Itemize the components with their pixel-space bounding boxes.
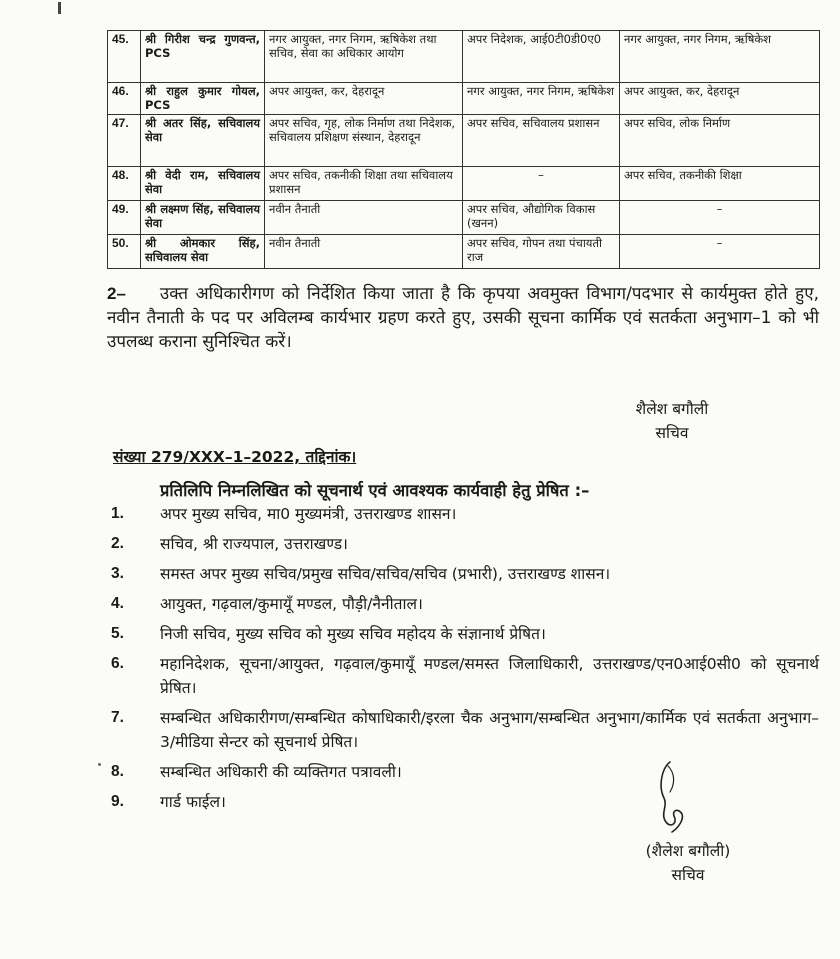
row-number: 49. (108, 201, 141, 235)
current-post: नवीन तैनाती (265, 201, 463, 235)
list-item (107, 652, 819, 700)
item-text: सचिव, श्री राज्यपाल, उत्तराखण्ड। (160, 535, 348, 553)
relieved-post: – (620, 201, 820, 235)
new-post: नगर आयुक्त, नगर निगम, ऋषिकेश (463, 83, 620, 115)
table-row (108, 115, 820, 167)
table-row (108, 83, 820, 115)
list-item (107, 592, 819, 616)
list-item (107, 760, 819, 784)
signatory-designation: सचिव (655, 424, 689, 442)
relieved-post: अपर सचिव, तकनीकी शिक्षा (620, 167, 820, 201)
item-number: 6. (111, 655, 124, 672)
item-number: 3. (111, 565, 124, 582)
signatory-designation-2: सचिव (671, 866, 705, 884)
current-post: नगर आयुक्त, नगर निगम, ऋषिकेश तथा सचिव, सेवा का अधिकार आयोग (265, 31, 463, 83)
margin-mark (58, 2, 61, 14)
item-text: समस्त अपर मुख्य सचिव/प्रमुख सचिव/सचिव/सचिव (प्रभारी), उत्तराखण्ड शासन। (160, 565, 611, 583)
relieved-post: अपर सचिव, लोक निर्माण (620, 115, 820, 167)
officer-name: श्री राहुल कुमार गोयल, PCS (141, 83, 265, 115)
item-text: महानिदेशक, सूचना/आयुक्त, गढ़वाल/कुमायूँ मण्डल/समस्त जिलाधिकारी, उत्तराखण्ड/एन0आई0सी0 को सूचनार्थ प्रेषित। (160, 655, 819, 697)
item-text: गार्ड फाईल। (160, 793, 226, 811)
item-number: 5. (111, 625, 124, 642)
relieved-post: नगर आयुक्त, नगर निगम, ऋषिकेश (620, 31, 820, 83)
row-number: 47. (108, 115, 141, 167)
new-post: अपर सचिव, गोपन तथा पंचायती राज (463, 235, 620, 269)
list-item (107, 622, 819, 646)
copy-heading: प्रतिलिपि निम्नलिखित को सूचनार्थ एवं आवश्यक कार्यवाही हेतु प्रेषित :– (160, 481, 590, 500)
item-number: 2. (111, 535, 124, 552)
current-post: नवीन तैनाती (265, 235, 463, 269)
new-post: अपर सचिव, सचिवालय प्रशासन (463, 115, 620, 167)
table-row (108, 235, 820, 269)
item-text: सम्बन्धित अधिकारी की व्यक्तिगत पत्रावली। (160, 763, 402, 781)
list-item (107, 502, 819, 526)
list-item (107, 790, 819, 814)
item-number: 1. (111, 505, 124, 522)
item-text: निजी सचिव, मुख्य सचिव को मुख्य सचिव महोदय के संज्ञानार्थ प्रेषित। (160, 625, 546, 643)
item-text: सम्बन्धित अधिकारीगण/सम्बन्धित कोषाधिकारी/इरला चैक अनुभाग/सम्बन्धित अनुभाग/कार्मिक एवं सतर्कता अनुभाग–3/मीडिया सेन्टर को सूचनार्थ प्रेषित। (160, 709, 819, 751)
handwritten-signature (648, 758, 698, 838)
row-number: 50. (108, 235, 141, 269)
new-post: अपर सचिव, औद्योगिक विकास (खनन) (463, 201, 620, 235)
relieved-post: अपर आयुक्त, कर, देहरादून (620, 83, 820, 115)
row-number: 48. (108, 167, 141, 201)
signatory-name: शैलेश बगौली (635, 400, 709, 418)
new-post: अपर निदेशक, आई0टी0डी0ए0 (463, 31, 620, 83)
reference-number: संख्या 279/XXX–1–2022, तद्दिनांक। (113, 448, 357, 466)
item-number: 7. (111, 709, 124, 726)
list-item (107, 706, 819, 754)
current-post: अपर सचिव, गृह, लोक निर्माण तथा निदेशक, सचिवालय प्रशिक्षण संस्थान, देहरादून (265, 115, 463, 167)
transfer-table (107, 30, 820, 269)
item-text: आयुक्त, गढ़वाल/कुमायूँ मण्डल, पौड़ी/नैनीताल। (160, 595, 423, 613)
table-row (108, 31, 820, 83)
copy-list (107, 502, 819, 820)
current-post: अपर आयुक्त, कर, देहरादून (265, 83, 463, 115)
row-number: 46. (108, 83, 141, 115)
officer-name: श्री ओमकार सिंह, सचिवालय सेवा (141, 235, 265, 269)
paragraph-text: उक्त अधिकारीगण को निर्देशित किया जाता है कि कृपया अवमुक्त विभाग/पदभार से कार्यमुक्त होते हुए, नवीन तैनाती के पद पर अविलम्ब कार्यभार ग्रहण करते हुए, उसकी सूचना कार्मिक एवं सतर्कता अनुभाग–1 को भी उपलब्ध कराना सुनिश्चित करें। (107, 284, 819, 352)
list-item (107, 532, 819, 556)
paragraph-number: 2– (107, 284, 126, 303)
new-post: – (463, 167, 620, 201)
signatory-name-2: (शैलेश बगौली) (645, 842, 731, 860)
officer-name: श्री वेदी राम, सचिवालय सेवा (141, 167, 265, 201)
item-number: 8. (111, 763, 124, 780)
table-row (108, 201, 820, 235)
margin-dot (98, 763, 101, 766)
officer-name: श्री गिरीश चन्द्र गुणवन्त, PCS (141, 31, 265, 83)
relieved-post: – (620, 235, 820, 269)
row-number: 45. (108, 31, 141, 83)
list-item (107, 562, 819, 586)
officer-name: श्री लक्ष्मण सिंह, सचिवालय सेवा (141, 201, 265, 235)
current-post: अपर सचिव, तकनीकी शिक्षा तथा सचिवालय प्रशासन (265, 167, 463, 201)
officer-name: श्री अतर सिंह, सचिवालय सेवा (141, 115, 265, 167)
table-row (108, 167, 820, 201)
item-number: 9. (111, 793, 124, 810)
item-number: 4. (111, 595, 124, 612)
signature-block-2 (618, 839, 758, 887)
item-text: अपर मुख्य सचिव, मा0 मुख्यमंत्री, उत्तराखण्ड शासन। (160, 505, 457, 523)
instruction-paragraph (107, 282, 819, 354)
signature-block (612, 397, 732, 445)
